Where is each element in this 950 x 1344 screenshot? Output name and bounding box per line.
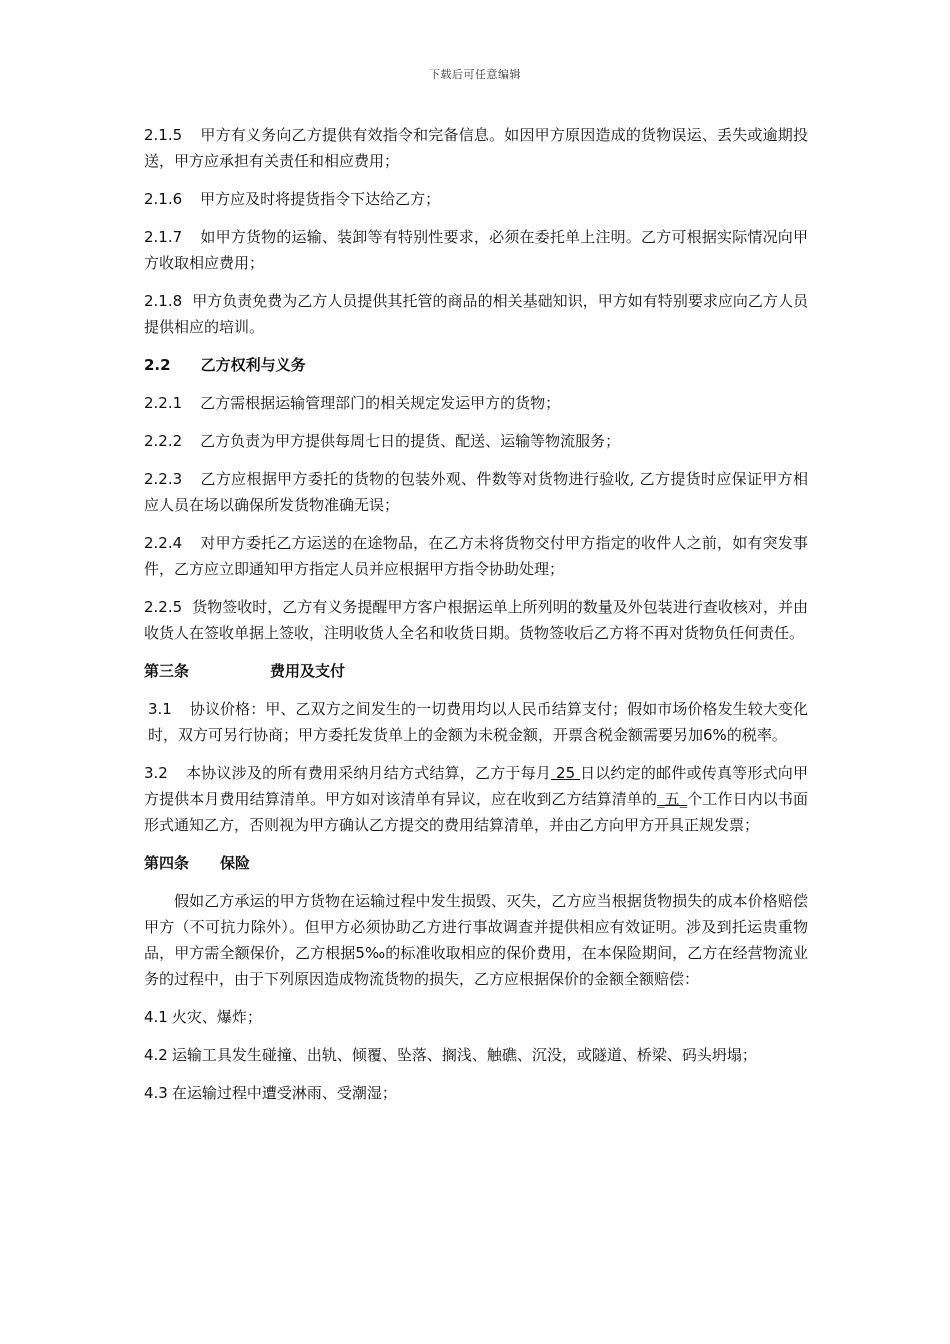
paragraph-text: 假如乙方承运的甲方货物在运输过程中发生损毁、灭失，乙方应当根据货物损失的成本价格赔偿甲方（不可抗力除外）。但甲方必须协助乙方进行事故调查并提供相应有效证明。涉及到托运贵重物品，甲方需全额保价，乙方根据 (144, 892, 808, 962)
clause-text: 火灾、爆炸； (171, 1008, 262, 1026)
article-title: 保险 (220, 854, 251, 872)
clause-number: 3.1 (148, 700, 172, 718)
page-header: 下载后可任意编辑 (429, 68, 521, 81)
clause-2-1-8 (144, 288, 808, 340)
clause-2-2-5 (144, 594, 808, 646)
clause-number: 2.2.5 (144, 598, 183, 616)
clause-number: 2.1.8 (144, 292, 183, 310)
clause-text: 甲方有义务向乙方提供有效指令和完备信息。如因甲方原因造成的货物误运、丢失或逾期投送，甲方应承担有关责任和相应费用； (144, 126, 808, 170)
document-body (144, 122, 808, 1118)
article-4-heading (144, 850, 808, 876)
clause-text: 乙方需根据运输管理部门的相关规定发运甲方的货物； (200, 394, 561, 412)
objection-days: _五_ (657, 790, 688, 808)
clause-number: 2.1.6 (144, 190, 183, 208)
clause-number: 2.2.1 (144, 394, 183, 412)
section-2-2-heading (144, 352, 808, 378)
clause-number: 4.1 (144, 1008, 168, 1026)
clause-2-1-7 (144, 224, 808, 276)
clause-2-1-6 (144, 186, 808, 212)
clause-text: 乙方应根据甲方委托的货物的包装外观、件数等对货物进行验收, 乙方提货时应保证甲方相应人员在场以确保所发货物准确无误； (144, 470, 808, 514)
clause-text: 的税率。 (726, 726, 787, 744)
settlement-day: 25 (551, 764, 581, 782)
clause-number: 3.2 (144, 764, 168, 782)
clause-number: 2.1.5 (144, 126, 183, 144)
clause-number: 2.2.3 (144, 470, 183, 488)
clause-text: 乙方负责为甲方提供每周七日的提货、配送、运输等物流服务； (200, 432, 621, 450)
clause-text: 如甲方货物的运输、装卸等有特别性要求，必须在委托单上注明。乙方可根据实际情况向甲方收取相应费用； (144, 228, 808, 272)
clause-number: 2.1.7 (144, 228, 183, 246)
clause-3-2 (144, 760, 808, 838)
clause-text: 日以约定的邮件或传真等形式向甲方提供本月费用结算清单。甲方如对该清单有异议，应在收到乙方结算清单的 (144, 764, 808, 808)
clause-2-2-4 (144, 530, 808, 582)
clause-text: 协议价格：甲、乙双方之间发生的一切费用均以人民币结算支付；假如市场价格发生较大变化时，双方可另行协商；甲方委托发货单上的金额为未税金额，开票含税金额需要另加 (148, 700, 808, 744)
clause-2-2-3 (144, 466, 808, 518)
clause-4-1 (144, 1004, 808, 1030)
article-4-intro (144, 888, 808, 992)
clause-text: 甲方应及时将提货指令下达给乙方； (200, 190, 441, 208)
article-3-heading (144, 658, 808, 684)
clause-text: 运输工具发生碰撞、出轨、倾覆、坠落、搁浅、触礁、沉没，或隧道、桥梁、码头坍塌； (171, 1046, 757, 1064)
clause-text: 个工作日内以书面形式通知乙方，否则视为甲方确认乙方提交的费用结算清单，并由乙方向甲方开具正规发票； (144, 790, 808, 834)
clause-text: 货物签收时，乙方有义务提醒甲方客户根据运单上所列明的数量及外包装进行查收核对，并由收货人在签收单据上签收，注明收货人全名和收货日期。货物签收后乙方将不再对货物负任何责任。 (144, 598, 808, 642)
clause-number: 2.2.2 (144, 432, 183, 450)
clause-2-2-1 (144, 390, 808, 416)
clause-number: 4.2 (144, 1046, 168, 1064)
clause-4-2 (144, 1042, 808, 1068)
clause-text: 在运输过程中遭受淋雨、受潮湿； (171, 1084, 397, 1102)
article-number: 第三条 (144, 662, 190, 680)
article-number: 第四条 (144, 854, 190, 872)
clause-text: 本协议涉及的所有费用采纳月结方式结算，乙方于每月 (185, 764, 552, 782)
clause-number: 4.3 (144, 1084, 168, 1102)
section-title: 乙方权利与义务 (200, 356, 306, 374)
clause-text: 对甲方委托乙方运送的在途物品，在乙方未将货物交付甲方指定的收件人之前，如有突发事件，乙方应立即通知甲方指定人员并应根据甲方指令协助处理； (144, 534, 808, 578)
article-title: 费用及支付 (270, 662, 346, 680)
clause-3-1 (144, 696, 808, 748)
section-number: 2.2 (144, 356, 171, 374)
insurance-rate: 5‰ (355, 944, 386, 962)
tax-rate: 6% (703, 726, 727, 744)
paragraph-text: 的标准收取相应的保价费用，在本保险期间，乙方在经营物流业务的过程中，由于下列原因造成物流货物的损失，乙方应根据保价的金额全额赔偿： (144, 944, 808, 988)
clause-text: 甲方负责免费为乙方人员提供其托管的商品的相关基础知识，甲方如有特别要求应向乙方人员提供相应的培训。 (144, 292, 808, 336)
clause-2-1-5 (144, 122, 808, 174)
clause-2-2-2 (144, 428, 808, 454)
clause-4-3 (144, 1080, 808, 1106)
clause-number: 2.2.4 (144, 534, 183, 552)
